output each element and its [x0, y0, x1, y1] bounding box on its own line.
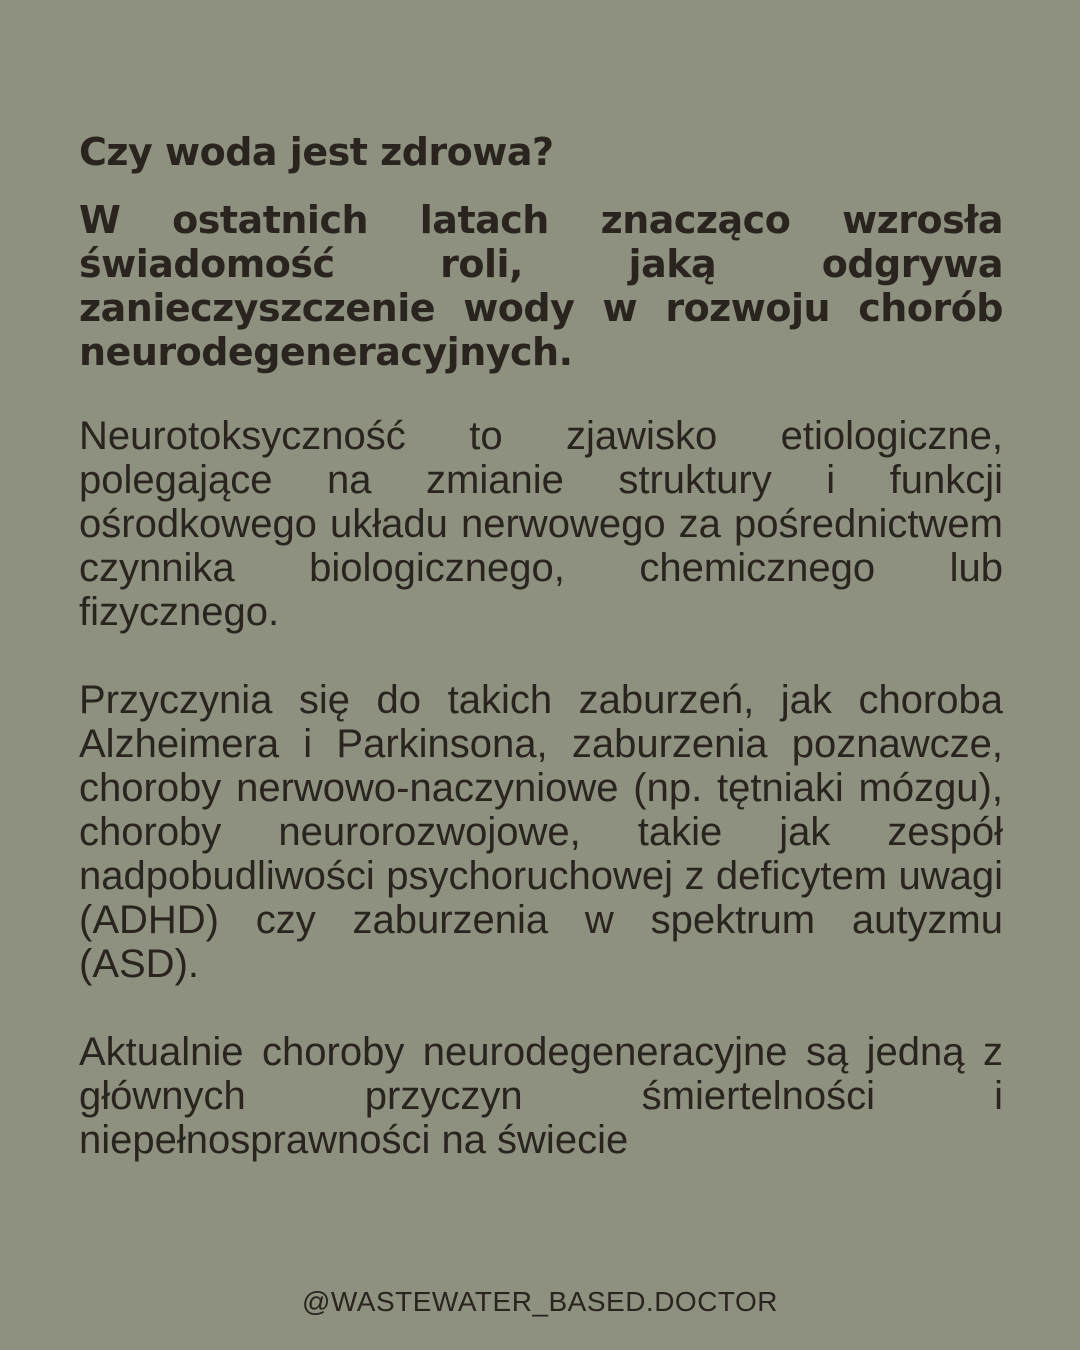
paragraph-mortality: Aktualnie choroby neurodegeneracyjne są jedną z głównych przyczyn śmiertelności i niepełnosprawności na świecie — [79, 1030, 1003, 1162]
account-handle: @WASTEWATER_BASED.DOCTOR — [301, 1286, 779, 1317]
article-lead: W ostatnich latach znacząco wzrosła świadomość roli, jaką odgrywa zanieczyszczenie wody w rozwoju chorób neurodegeneracyjnych. — [79, 198, 1003, 374]
paragraph-disorders: Przyczynia się do takich zaburzeń, jak choroba Alzheimera i Parkinsona, zaburzenia poznawcze, choroby nerwowo-naczyniowe (np. tętniaki mózgu), choroby neurorozwojowe, takie jak zespół nadpobudliwości psychoruchowej z deficytem uwagi (ADHD) czy zaburzenia w spektrum autyzmu (ASD). — [79, 678, 1003, 986]
article — [79, 128, 1003, 1206]
article-title: Czy woda jest zdrowa? — [79, 130, 554, 174]
paragraph-neurotoxicity: Neurotoksyczność to zjawisko etiologiczne, polegające na zmianie struktury i funkcji ośrodkowego układu nerwowego za pośrednictwem czynnika biologicznego, chemicznego lub fizycznego. — [79, 414, 1003, 634]
